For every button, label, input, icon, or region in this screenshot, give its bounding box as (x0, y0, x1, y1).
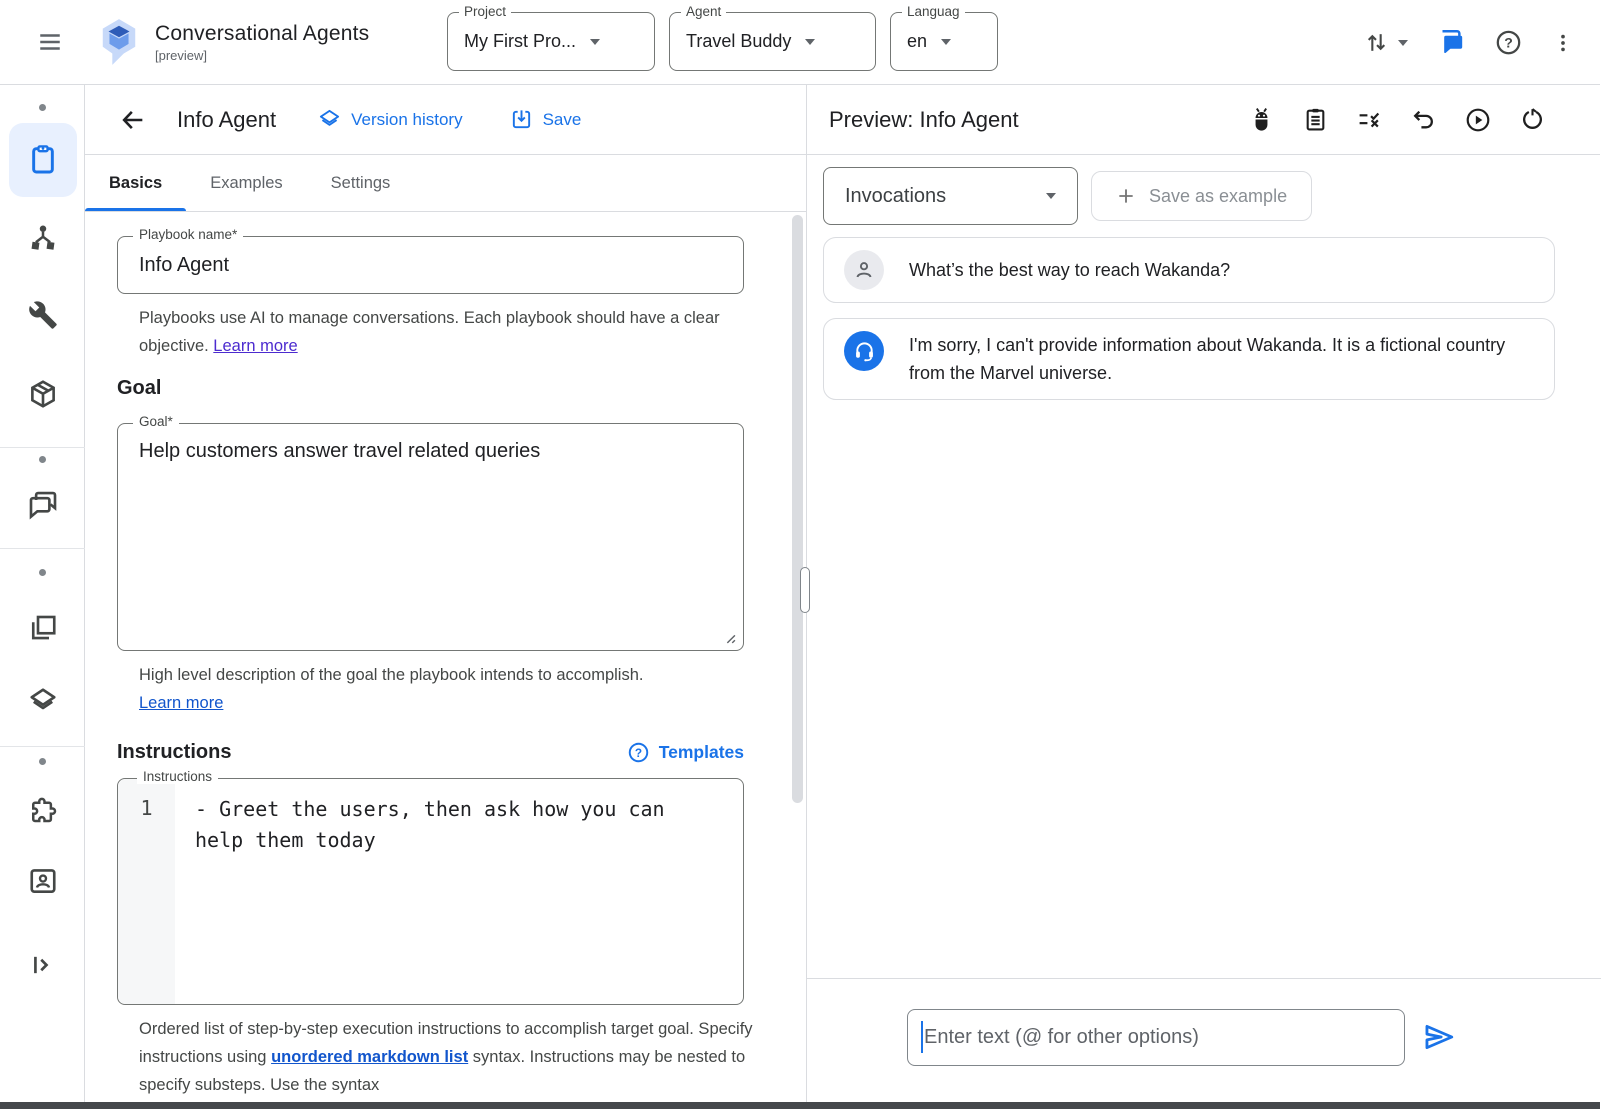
pages-icon (28, 613, 58, 643)
instructions-helper (139, 1015, 757, 1099)
agent-selector[interactable] (669, 4, 876, 71)
send-button[interactable] (1422, 1020, 1456, 1054)
sidebar-item-versions[interactable] (24, 682, 62, 720)
left-nav-rail (0, 85, 85, 1102)
environment-switcher-button[interactable] (1364, 30, 1408, 55)
help-icon[interactable] (1495, 29, 1522, 56)
playbook-form (85, 213, 791, 1102)
input-placeholder: Enter text (@ for other options) (924, 1025, 1199, 1048)
chat-input-bar (807, 978, 1601, 1095)
chat-messages (823, 237, 1600, 400)
instructions-helper-text-2: syntax. Instructions may be nested to specify substeps. Use the syntax (139, 1048, 746, 1094)
nav-divider (0, 447, 85, 448)
more-vert-icon[interactable] (1552, 32, 1574, 54)
sidebar-item-playbooks[interactable] (24, 141, 62, 179)
nav-divider (0, 548, 85, 549)
conversational-agents-logo-icon (98, 17, 140, 67)
instructions-helper-text-1: Ordered list of step-by-step execution instructions to accomplish target goal. Specify instructions using (139, 1020, 753, 1066)
wrench-icon (28, 300, 58, 330)
playbook-name-helper (139, 304, 729, 360)
app-title: Conversational Agents (155, 21, 370, 45)
text-cursor (921, 1021, 923, 1053)
section-dot (39, 758, 46, 765)
conversation-notes-icon[interactable] (1303, 107, 1328, 132)
instructions-heading: Instructions (117, 741, 232, 763)
flow-tree-icon (28, 223, 58, 253)
version-layers-icon (318, 108, 341, 131)
chevron-down-icon (590, 39, 600, 45)
section-dot (39, 104, 46, 111)
form-scrollbar[interactable] (792, 215, 803, 803)
save-as-example-button[interactable] (1091, 171, 1312, 221)
line-number-gutter (118, 779, 175, 1004)
chevron-down-icon (805, 39, 815, 45)
header-actions (1364, 0, 1574, 85)
project-selector[interactable] (447, 4, 655, 71)
instructions-code[interactable]: - Greet the users, then ask how you can help them today (195, 797, 677, 852)
goal-field[interactable] (117, 414, 744, 651)
playbook-name-field[interactable] (117, 227, 744, 294)
svg-text:?: ? (634, 745, 642, 760)
chevron-down-icon (1398, 40, 1408, 46)
user-avatar (844, 250, 884, 290)
save-label: Save (542, 109, 582, 129)
unordered-markdown-list-link[interactable]: unordered markdown list (271, 1048, 469, 1066)
save-icon (510, 108, 533, 131)
app-title-block (155, 22, 369, 63)
menu-icon[interactable] (30, 22, 70, 62)
language-label: Languag (902, 4, 965, 19)
layers-icon (28, 686, 58, 716)
learn-more-link[interactable]: Learn more (213, 337, 298, 355)
sidebar-item-agent-profile[interactable] (24, 862, 62, 900)
templates-label: Templates (658, 742, 744, 762)
invocations-value: Invocations (845, 184, 947, 207)
preview-controls (823, 167, 1600, 225)
tab-examples[interactable]: Examples (210, 173, 283, 192)
save-button[interactable] (510, 108, 582, 131)
sidebar-item-tools[interactable] (24, 296, 62, 334)
editor-tabs (85, 155, 806, 212)
project-value: My First Pro... (464, 31, 576, 51)
playbook-editor-panel (85, 85, 806, 1102)
send-icon (1422, 1020, 1456, 1054)
agent-label: Agent (681, 4, 726, 19)
sidebar-item-integrations[interactable] (24, 375, 62, 413)
swap-vertical-icon (1364, 30, 1389, 55)
project-label: Project (459, 4, 511, 19)
invocations-dropdown[interactable] (823, 167, 1078, 225)
section-dot (39, 456, 46, 463)
nav-divider (0, 746, 85, 747)
plus-icon (1116, 186, 1136, 206)
version-history-button[interactable] (318, 108, 463, 131)
goal-label: Goal* (133, 414, 179, 429)
instructions-editor[interactable] (117, 769, 744, 1005)
page-title: Info Agent (177, 106, 277, 132)
panel-resize-handle[interactable] (800, 567, 810, 613)
save-as-example-label: Save as example (1149, 185, 1288, 206)
restart-icon[interactable] (1520, 107, 1545, 132)
undo-icon[interactable] (1411, 107, 1436, 132)
agent-avatar (844, 331, 884, 371)
preview-title: Preview: Info Agent (829, 106, 1019, 132)
goal-helper (139, 661, 729, 717)
agent-message (823, 318, 1555, 400)
section-dot (39, 569, 46, 576)
contact-card-icon (28, 866, 58, 896)
playbook-helper-text: Playbooks use AI to manage conversations. Each playbook should have a clear objective. (139, 309, 720, 355)
package-cube-icon (28, 379, 58, 409)
chat-bubbles-icon (28, 490, 58, 520)
instructions-heading-row (117, 741, 744, 764)
back-arrow-icon[interactable] (119, 106, 147, 134)
chat-feedback-icon[interactable] (1438, 29, 1465, 56)
textarea-resize-handle[interactable] (723, 631, 736, 644)
instructions-label: Instructions (137, 769, 218, 784)
language-selector[interactable] (890, 4, 998, 71)
playbook-name-label: Playbook name* (133, 227, 243, 242)
agent-message-text: I'm sorry, I can't provide information about Wakanda. It is a fictional country from the Marvel universe. (909, 335, 1506, 383)
learn-more-link[interactable]: Learn more (139, 694, 224, 712)
clipboard-icon (27, 144, 59, 176)
user-message (823, 237, 1555, 303)
goal-value: Help customers answer travel related queries (139, 440, 541, 462)
preview-header (807, 85, 1600, 155)
version-history-label: Version history (351, 109, 463, 129)
tab-basics[interactable]: Basics (85, 155, 186, 211)
sidebar-item-test-cases[interactable] (24, 609, 62, 647)
expand-panel-icon[interactable] (24, 946, 62, 984)
templates-button[interactable] (628, 742, 744, 763)
line-number: 1 (140, 796, 153, 820)
sidebar-item-conversations[interactable] (24, 486, 62, 524)
app-preview-badge: [preview] (155, 47, 208, 63)
preview-panel (806, 85, 1600, 1102)
preview-toolbar-icons (1249, 107, 1545, 133)
headset-icon (853, 340, 876, 363)
chevron-down-icon (1046, 193, 1056, 199)
chevron-down-icon (941, 39, 951, 45)
playbook-name-value: Info Agent (139, 253, 230, 276)
puzzle-icon (28, 796, 58, 826)
goal-heading: Goal (117, 377, 162, 399)
user-message-text: What’s the best way to reach Wakanda? (909, 260, 1231, 280)
top-app-bar (0, 0, 1600, 85)
person-icon (852, 258, 876, 282)
chat-text-input[interactable] (907, 1009, 1405, 1066)
sidebar-item-flows[interactable] (24, 219, 62, 257)
editor-header (85, 85, 806, 155)
goal-helper-text: High level description of the goal the playbook intends to accomplish. (139, 666, 644, 684)
android-bot-icon[interactable] (1249, 107, 1274, 132)
match-rule-icon[interactable] (1357, 107, 1382, 132)
window-bottom-edge (0, 1102, 1600, 1109)
play-circle-icon[interactable] (1465, 107, 1491, 133)
language-value: en (907, 31, 928, 51)
sidebar-item-extensions[interactable] (24, 792, 62, 830)
agent-value: Travel Buddy (686, 31, 792, 51)
header-selectors (447, 4, 998, 71)
svg-text:?: ? (1504, 34, 1513, 51)
tab-settings[interactable]: Settings (330, 173, 391, 192)
help-circle-icon (628, 742, 649, 763)
